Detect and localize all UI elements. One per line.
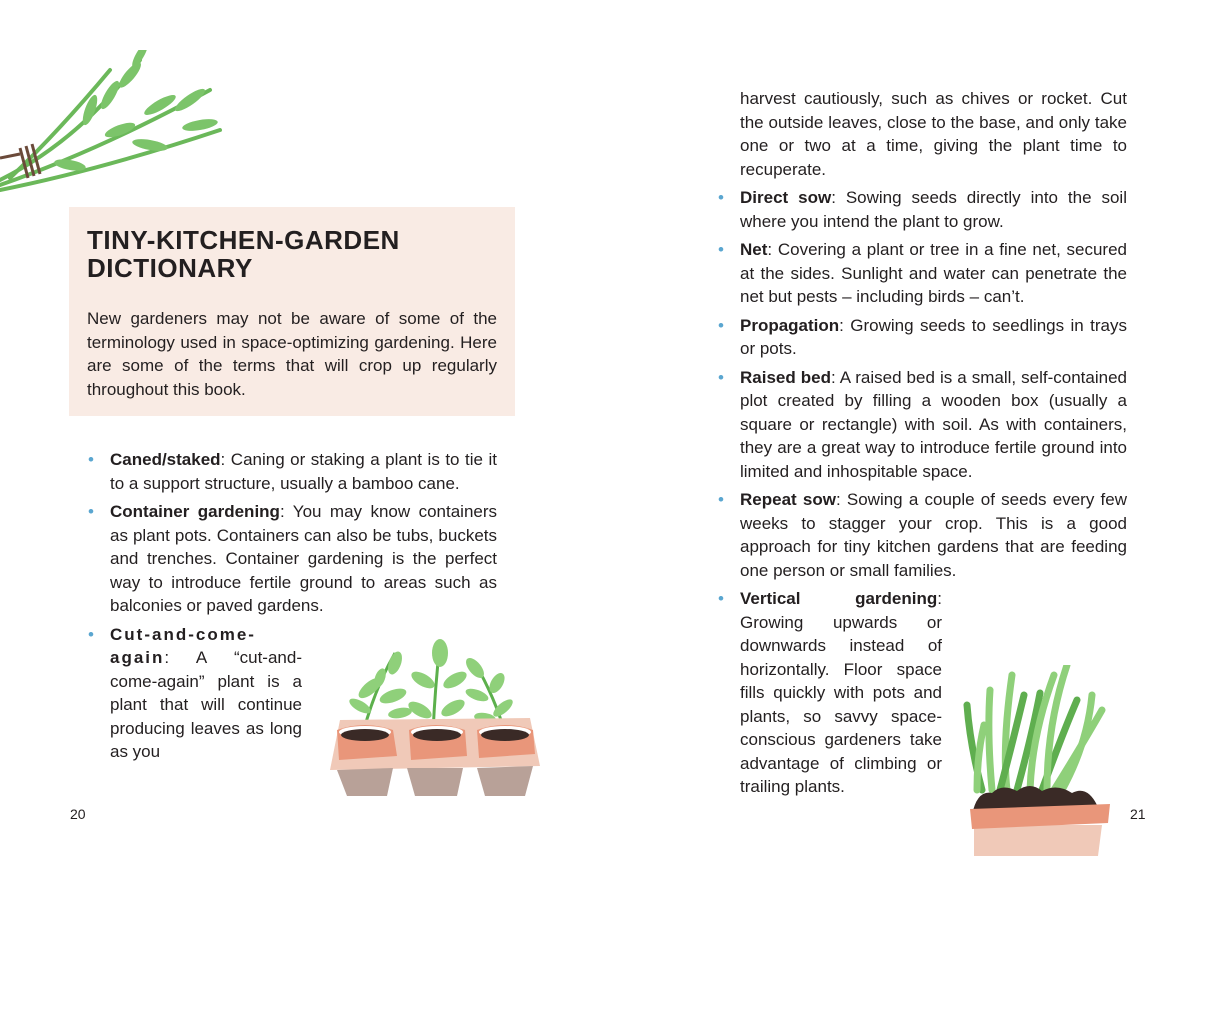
dictionary-entry [718,488,1127,582]
entry-definition: : A raised bed is a small, self-contained plot created by filling a wooden box (usually a square or rectangle) with soil. As with containers, they are a great way to introduce fertile ground into limited and inhospitable space. [740,367,1127,481]
bullet: • [718,367,724,387]
entry-definition: : Growing seeds to seedlings in trays or pots. [740,315,1127,358]
dictionary-entry [718,238,1127,309]
bullet: • [718,315,724,335]
entry-definition: : A “cut-and-come-again” plant is a plant that will continue producing leaves as long as you [110,648,302,761]
page-number: 21 [1130,806,1146,822]
entry-term: Vertical gardening [740,589,938,608]
page-number: 20 [70,806,86,822]
seedling-tray-icon [325,638,545,800]
page-title [87,226,400,282]
entry-definition: : Caning or staking a plant is to tie it to a support structure, usually a bamboo cane. [110,450,497,493]
entry-term: Net [740,240,768,259]
bullet: • [88,502,94,521]
dictionary-entry [718,186,1127,233]
continued-paragraph: harvest cautiously, such as chives or rocket. Cut the outside leaves, close to the base, and only take one or two at a time, giving the plant time to recuperate. [740,89,1127,179]
entry-term: Direct sow [740,188,832,207]
entry-term: Cut-and-come-again [110,624,256,667]
dictionary-list-right [718,186,1127,987]
left-page [0,0,607,856]
entry-term: Propagation [740,315,840,335]
dictionary-entry [88,500,498,618]
bullet: • [718,240,724,259]
bullet: • [718,188,724,207]
bullet: • [88,624,94,644]
title-line-2: DICTIONARY [87,253,253,283]
dictionary-entry [718,314,1127,361]
entry-term: Raised bed [740,367,831,387]
dictionary-entry [718,366,1127,484]
entry-definition: : You may know containers as plant pots. Containers can also be tubs, buckets and trenches. Container gardening is the perfect way to introduce fertile ground to areas such as balconies or paved gardens. [110,502,498,615]
chive-pot-icon [962,665,1112,856]
bullet: • [718,589,724,608]
right-page [607,0,1214,856]
entry-definition: : Sowing seeds directly into the soil where you intend the plant to grow. [740,188,1127,231]
entry-definition: : Growing upwards or downwards instead of horizontally. Floor space fills quickly with pots and plants, so savvy space-conscious gardeners take advantage of climbing or trailing plants. [740,589,942,796]
entry-term: Caned/staked [110,450,221,469]
entry-definition: : Covering a plant or tree in a fine net, secured at the sides. Sunlight and water can penetrate the net but pests – including birds – can’t. [740,240,1127,306]
intro-paragraph: New gardeners may not be aware of some of the terminology used in space-optimizing gardening. Here are some of the terms that will crop up regularly throughout this book. [87,309,497,399]
entry-definition: : Sowing a couple of seeds every few weeks to stagger your crop. This is a good approach for tiny kitchen gardens that are feeding one person or small families. [740,490,1127,580]
entry-term: Container gardening [110,502,280,521]
bullet: • [88,450,94,469]
title-line-1: TINY-KITCHEN-GARDEN [87,225,400,255]
bullet: • [718,490,724,509]
entry-term: Repeat sow [740,490,836,509]
dictionary-entry [88,448,497,495]
